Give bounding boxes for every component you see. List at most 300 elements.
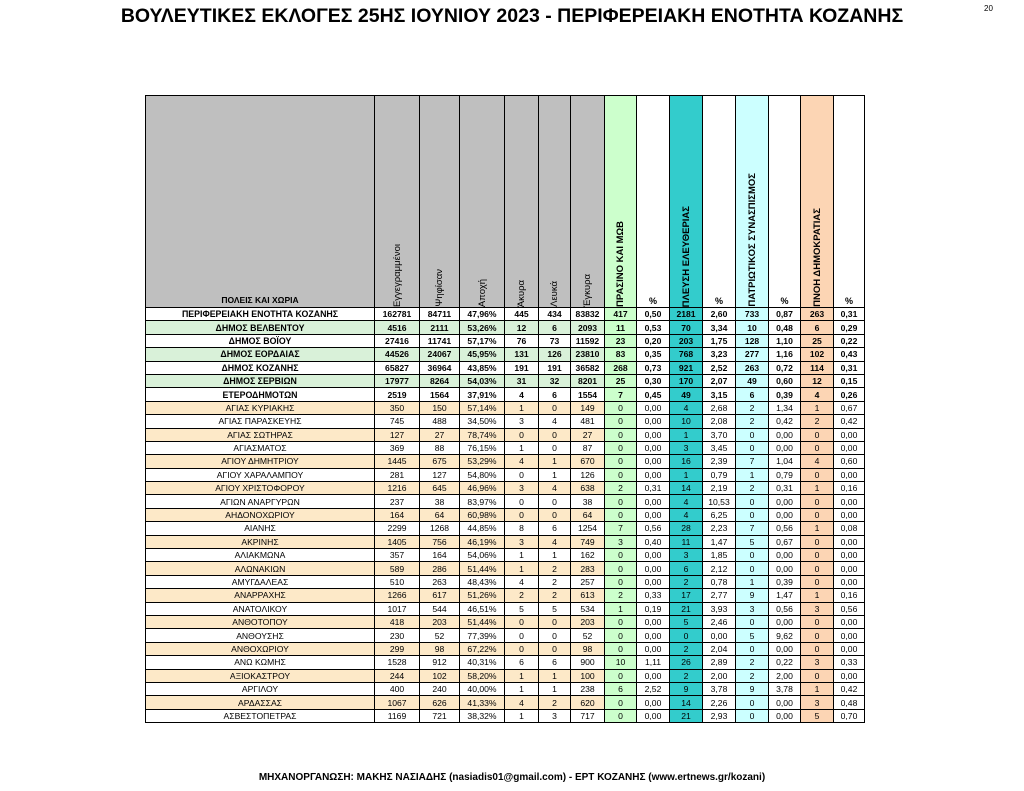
- cell-registered: 65827: [375, 361, 420, 374]
- cell-voted: 645: [420, 482, 460, 495]
- cell-party2-pct: 3,23: [703, 348, 736, 361]
- header-party1-label: ΠΡΑΣΙΝΟ ΚΑΙ ΜΩΒ: [615, 221, 626, 307]
- cell-party4-votes: 0: [801, 615, 834, 628]
- table-row: [146, 361, 865, 374]
- cell-voted: 102: [420, 669, 460, 682]
- cell-blank: 1: [539, 549, 571, 562]
- cell-party2-votes: 14: [670, 696, 703, 709]
- cell-party1-pct: 0,00: [637, 696, 670, 709]
- cell-party4-pct: 0,00: [834, 468, 865, 481]
- cell-invalid: 76: [505, 334, 539, 347]
- cell-voted: 8264: [420, 374, 460, 387]
- cell-abstention: 40,00%: [460, 682, 505, 695]
- cell-party4-pct: 0,29: [834, 321, 865, 334]
- cell-party3-votes: 2: [736, 656, 769, 669]
- cell-valid: 36582: [571, 361, 605, 374]
- cell-party2-votes: 1: [670, 468, 703, 481]
- cell-party1-votes: 7: [605, 388, 637, 401]
- cell-invalid: 6: [505, 656, 539, 669]
- table-row: [146, 669, 865, 682]
- cell-party2-votes: 49: [670, 388, 703, 401]
- cell-registered: 589: [375, 562, 420, 575]
- cell-party1-pct: 0,00: [637, 629, 670, 642]
- cell-party4-pct: 0,00: [834, 508, 865, 521]
- cell-party4-pct: 0,60: [834, 455, 865, 468]
- cell-valid: 620: [571, 696, 605, 709]
- cell-name: ΑΝΘΟΧΩΡΙΟΥ: [146, 642, 375, 655]
- cell-party3-pct: 1,47: [769, 589, 801, 602]
- cell-valid: 481: [571, 415, 605, 428]
- cell-party2-pct: 2,00: [703, 669, 736, 682]
- cell-party3-votes: 1: [736, 468, 769, 481]
- header-party1-pct: %: [637, 96, 670, 308]
- cell-party3-pct: 0,22: [769, 656, 801, 669]
- cell-blank: 0: [539, 428, 571, 441]
- cell-name: ΑΙΑΝΗΣ: [146, 522, 375, 535]
- cell-party4-votes: 0: [801, 495, 834, 508]
- cell-party2-pct: 2,07: [703, 374, 736, 387]
- header-registered-label: Εγγεγραμμένοι: [391, 243, 403, 307]
- cell-valid: 149: [571, 401, 605, 414]
- cell-party3-votes: 1: [736, 575, 769, 588]
- cell-party1-votes: 11: [605, 321, 637, 334]
- cell-registered: 237: [375, 495, 420, 508]
- cell-party3-votes: 0: [736, 562, 769, 575]
- cell-voted: 127: [420, 468, 460, 481]
- cell-invalid: 5: [505, 602, 539, 615]
- cell-invalid: 4: [505, 455, 539, 468]
- cell-valid: 87: [571, 441, 605, 454]
- cell-name: ΔΗΜΟΣ ΚΟΖΑΝΗΣ: [146, 361, 375, 374]
- table-row: [146, 602, 865, 615]
- cell-blank: 191: [539, 361, 571, 374]
- cell-party2-pct: 3,15: [703, 388, 736, 401]
- cell-party3-pct: 0,39: [769, 575, 801, 588]
- cell-party2-votes: 2181: [670, 308, 703, 321]
- cell-party4-votes: 0: [801, 562, 834, 575]
- cell-blank: 1: [539, 468, 571, 481]
- cell-party3-votes: 0: [736, 642, 769, 655]
- cell-blank: 2: [539, 589, 571, 602]
- cell-voted: 11741: [420, 334, 460, 347]
- cell-voted: 98: [420, 642, 460, 655]
- cell-party4-pct: 0,00: [834, 441, 865, 454]
- cell-party1-pct: 0,00: [637, 575, 670, 588]
- cell-party3-votes: 0: [736, 615, 769, 628]
- cell-valid: 238: [571, 682, 605, 695]
- cell-party3-votes: 5: [736, 629, 769, 642]
- cell-party2-votes: 14: [670, 482, 703, 495]
- cell-registered: 230: [375, 629, 420, 642]
- cell-party1-votes: 0: [605, 495, 637, 508]
- cell-registered: 369: [375, 441, 420, 454]
- cell-name: ΑΝΑΤΟΛΙΚΟΥ: [146, 602, 375, 615]
- cell-party2-votes: 768: [670, 348, 703, 361]
- cell-invalid: 0: [505, 508, 539, 521]
- cell-registered: 1528: [375, 656, 420, 669]
- cell-voted: 286: [420, 562, 460, 575]
- header-invalid: [505, 96, 539, 308]
- cell-valid: 613: [571, 589, 605, 602]
- cell-abstention: 54,06%: [460, 549, 505, 562]
- cell-abstention: 83,97%: [460, 495, 505, 508]
- cell-name: ΑΡΓΙΛΟΥ: [146, 682, 375, 695]
- cell-invalid: 1: [505, 682, 539, 695]
- cell-party2-pct: 0,79: [703, 468, 736, 481]
- footer-credit: ΜΗΧΑΝΟΡΓΑΝΩΣΗ: ΜΑΚΗΣ ΝΑΣΙΑΔΗΣ (nasiadis01@gmail.com) - ΕΡΤ ΚΟΖΑΝΗΣ (www.ertnews.gr/kozani): [258, 772, 766, 783]
- cell-name: ΑΝΘΟΤΟΠΟΥ: [146, 615, 375, 628]
- cell-blank: 4: [539, 535, 571, 548]
- cell-party2-votes: 1: [670, 428, 703, 441]
- table-row: [146, 415, 865, 428]
- cell-party1-pct: 0,53: [637, 321, 670, 334]
- cell-name: ΑΗΔΟΝΟΧΩΡΙΟΥ: [146, 508, 375, 521]
- cell-party4-votes: 2: [801, 415, 834, 428]
- cell-party1-pct: 2,52: [637, 682, 670, 695]
- cell-party4-pct: 0,48: [834, 696, 865, 709]
- cell-party2-pct: 1,47: [703, 535, 736, 548]
- cell-party1-votes: 0: [605, 629, 637, 642]
- header-valid-label: Έγκυρα: [582, 273, 593, 307]
- cell-invalid: 1: [505, 401, 539, 414]
- cell-party4-pct: 0,00: [834, 428, 865, 441]
- cell-party4-votes: 4: [801, 455, 834, 468]
- cell-party2-pct: 2,52: [703, 361, 736, 374]
- cell-invalid: 0: [505, 615, 539, 628]
- table-row: [146, 495, 865, 508]
- cell-voted: 203: [420, 615, 460, 628]
- cell-invalid: 4: [505, 696, 539, 709]
- cell-blank: 0: [539, 441, 571, 454]
- table-body: [146, 308, 865, 723]
- cell-party3-votes: 0: [736, 508, 769, 521]
- cell-party2-pct: 2,26: [703, 696, 736, 709]
- cell-party1-votes: 0: [605, 562, 637, 575]
- cell-voted: 544: [420, 602, 460, 615]
- cell-blank: 5: [539, 602, 571, 615]
- cell-party3-votes: 2: [736, 401, 769, 414]
- cell-party2-votes: 3: [670, 441, 703, 454]
- cell-party3-votes: 10: [736, 321, 769, 334]
- cell-party1-pct: 0,00: [637, 455, 670, 468]
- cell-party2-pct: 1,85: [703, 549, 736, 562]
- cell-voted: 912: [420, 656, 460, 669]
- cell-name: ΑΣΒΕΣΤΟΠΕΤΡΑΣ: [146, 709, 375, 722]
- cell-party1-votes: 83: [605, 348, 637, 361]
- table-row: [146, 522, 865, 535]
- cell-party4-pct: 0,00: [834, 575, 865, 588]
- header-party2-pct: %: [703, 96, 736, 308]
- cell-party3-pct: 0,31: [769, 482, 801, 495]
- cell-party2-pct: 2,46: [703, 615, 736, 628]
- cell-abstention: 47,96%: [460, 308, 505, 321]
- cell-party4-votes: 0: [801, 441, 834, 454]
- cell-party1-votes: 0: [605, 615, 637, 628]
- cell-voted: 626: [420, 696, 460, 709]
- header-name: ΠΟΛΕΙΣ ΚΑΙ ΧΩΡΙΑ: [146, 96, 375, 308]
- cell-party3-pct: 0,00: [769, 709, 801, 722]
- cell-voted: 24067: [420, 348, 460, 361]
- cell-invalid: 3: [505, 482, 539, 495]
- cell-registered: 299: [375, 642, 420, 655]
- cell-invalid: 1: [505, 441, 539, 454]
- cell-party4-votes: 0: [801, 629, 834, 642]
- cell-valid: 162: [571, 549, 605, 562]
- cell-party1-pct: 0,00: [637, 642, 670, 655]
- cell-abstention: 46,19%: [460, 535, 505, 548]
- cell-party1-votes: 0: [605, 575, 637, 588]
- cell-party1-votes: 25: [605, 374, 637, 387]
- cell-party2-votes: 5: [670, 615, 703, 628]
- cell-registered: 162781: [375, 308, 420, 321]
- cell-party2-votes: 4: [670, 401, 703, 414]
- cell-valid: 83832: [571, 308, 605, 321]
- table-row: [146, 589, 865, 602]
- table-row: [146, 428, 865, 441]
- cell-party4-pct: 0,08: [834, 522, 865, 535]
- cell-party2-pct: 3,78: [703, 682, 736, 695]
- cell-party2-votes: 4: [670, 508, 703, 521]
- cell-party4-votes: 1: [801, 682, 834, 695]
- cell-party3-votes: 6: [736, 388, 769, 401]
- table-row: [146, 348, 865, 361]
- cell-blank: 3: [539, 709, 571, 722]
- cell-registered: 281: [375, 468, 420, 481]
- cell-invalid: 8: [505, 522, 539, 535]
- cell-party4-pct: 0,33: [834, 656, 865, 669]
- cell-abstention: 46,51%: [460, 602, 505, 615]
- cell-party3-pct: 2,00: [769, 669, 801, 682]
- cell-party3-pct: 0,79: [769, 468, 801, 481]
- cell-valid: 1554: [571, 388, 605, 401]
- cell-party4-votes: 1: [801, 589, 834, 602]
- cell-registered: 1169: [375, 709, 420, 722]
- cell-abstention: 38,32%: [460, 709, 505, 722]
- cell-party4-votes: 0: [801, 428, 834, 441]
- cell-registered: 400: [375, 682, 420, 695]
- table-row: [146, 696, 865, 709]
- header-voted-label: Ψηφίσαν: [434, 269, 445, 307]
- cell-party4-pct: 0,43: [834, 348, 865, 361]
- cell-party4-pct: 0,31: [834, 308, 865, 321]
- cell-blank: 434: [539, 308, 571, 321]
- cell-abstention: 76,15%: [460, 441, 505, 454]
- cell-invalid: 12: [505, 321, 539, 334]
- table-row: [146, 709, 865, 722]
- cell-abstention: 57,14%: [460, 401, 505, 414]
- cell-party3-pct: 0,42: [769, 415, 801, 428]
- cell-party1-votes: 0: [605, 669, 637, 682]
- cell-registered: 164: [375, 508, 420, 521]
- cell-name: ΔΗΜΟΣ ΣΕΡΒΙΩΝ: [146, 374, 375, 387]
- cell-party1-votes: 0: [605, 441, 637, 454]
- cell-party3-pct: 0,00: [769, 441, 801, 454]
- cell-blank: 4: [539, 482, 571, 495]
- page-title: ΒΟΥΛΕΥΤΙΚΕΣ ΕΚΛΟΓΕΣ 25ΗΣ ΙΟΥΝΙΟΥ 2023 - ΠΕΡΙΦΕΡΕΙΑΚΗ ΕΝΟΤΗΤΑ ΚΟΖΑΝΗΣ: [120, 5, 904, 27]
- cell-party1-pct: 0,73: [637, 361, 670, 374]
- cell-invalid: 131: [505, 348, 539, 361]
- table-row: [146, 468, 865, 481]
- cell-name: ΑΓΙΟΥ ΔΗΜΗΤΡΙΟΥ: [146, 455, 375, 468]
- cell-party3-votes: 7: [736, 522, 769, 535]
- cell-blank: 0: [539, 629, 571, 642]
- cell-party3-votes: 7: [736, 455, 769, 468]
- cell-registered: 1445: [375, 455, 420, 468]
- cell-registered: 1266: [375, 589, 420, 602]
- cell-party1-votes: 1: [605, 602, 637, 615]
- cell-valid: 100: [571, 669, 605, 682]
- cell-invalid: 3: [505, 415, 539, 428]
- table-row: [146, 508, 865, 521]
- cell-party2-pct: 1,75: [703, 334, 736, 347]
- cell-party4-votes: 1: [801, 401, 834, 414]
- cell-party3-votes: 5: [736, 535, 769, 548]
- cell-party2-pct: 2,12: [703, 562, 736, 575]
- cell-valid: 2093: [571, 321, 605, 334]
- cell-party1-pct: 0,00: [637, 495, 670, 508]
- cell-name: ΑΝΘΟΥΣΗΣ: [146, 629, 375, 642]
- cell-blank: 6: [539, 656, 571, 669]
- cell-party2-votes: 21: [670, 709, 703, 722]
- cell-registered: 350: [375, 401, 420, 414]
- table-row: [146, 615, 865, 628]
- cell-party1-votes: 0: [605, 709, 637, 722]
- cell-voted: 488: [420, 415, 460, 428]
- table-row: [146, 321, 865, 334]
- header-party4-pct: %: [834, 96, 865, 308]
- cell-voted: 150: [420, 401, 460, 414]
- cell-invalid: 1: [505, 549, 539, 562]
- cell-blank: 0: [539, 508, 571, 521]
- cell-party2-pct: 2,60: [703, 308, 736, 321]
- cell-party2-pct: 2,68: [703, 401, 736, 414]
- cell-blank: 73: [539, 334, 571, 347]
- cell-valid: 64: [571, 508, 605, 521]
- cell-party4-pct: 0,22: [834, 334, 865, 347]
- cell-party1-votes: 3: [605, 535, 637, 548]
- cell-name: ΔΗΜΟΣ ΒΟΪΟΥ: [146, 334, 375, 347]
- cell-party4-pct: 0,42: [834, 415, 865, 428]
- cell-invalid: 4: [505, 388, 539, 401]
- cell-party4-votes: 3: [801, 602, 834, 615]
- cell-party4-votes: 4: [801, 388, 834, 401]
- table-row: [146, 562, 865, 575]
- cell-party3-votes: 0: [736, 495, 769, 508]
- header-party3: [736, 96, 769, 308]
- cell-invalid: 1: [505, 709, 539, 722]
- cell-party2-pct: 2,89: [703, 656, 736, 669]
- table-row: [146, 682, 865, 695]
- cell-name: ΑΛΙΑΚΜΩΝΑ: [146, 549, 375, 562]
- cell-abstention: 34,50%: [460, 415, 505, 428]
- cell-party3-pct: 0,00: [769, 549, 801, 562]
- cell-party2-votes: 10: [670, 415, 703, 428]
- cell-party3-votes: 0: [736, 549, 769, 562]
- cell-voted: 27: [420, 428, 460, 441]
- header-abstention: [460, 96, 505, 308]
- cell-party1-pct: 0,00: [637, 441, 670, 454]
- cell-voted: 64: [420, 508, 460, 521]
- cell-abstention: 53,29%: [460, 455, 505, 468]
- cell-valid: 638: [571, 482, 605, 495]
- cell-registered: 244: [375, 669, 420, 682]
- cell-party3-pct: 0,00: [769, 696, 801, 709]
- cell-abstention: 40,31%: [460, 656, 505, 669]
- cell-abstention: 60,98%: [460, 508, 505, 521]
- cell-registered: 2519: [375, 388, 420, 401]
- header-abstention-label: Αποχή: [476, 278, 488, 307]
- cell-abstention: 46,96%: [460, 482, 505, 495]
- table-row: [146, 629, 865, 642]
- cell-abstention: 44,85%: [460, 522, 505, 535]
- cell-abstention: 41,33%: [460, 696, 505, 709]
- cell-registered: 1067: [375, 696, 420, 709]
- cell-party4-votes: 1: [801, 482, 834, 495]
- table-row: [146, 642, 865, 655]
- cell-invalid: 1: [505, 669, 539, 682]
- cell-registered: 44526: [375, 348, 420, 361]
- cell-party4-pct: 0,26: [834, 388, 865, 401]
- header-party4-label: ΠΝΟΗ ΔΗΜΟΚΡΑΤΙΑΣ: [811, 208, 823, 307]
- cell-party3-pct: 0,56: [769, 522, 801, 535]
- cell-blank: 0: [539, 642, 571, 655]
- cell-party1-votes: 0: [605, 401, 637, 414]
- cell-name: ΑΓΙΟΥ ΧΑΡΑΛΑΜΠΟΥ: [146, 468, 375, 481]
- cell-party3-pct: 0,00: [769, 562, 801, 575]
- cell-party4-votes: 5: [801, 709, 834, 722]
- page-number: 20: [984, 4, 993, 13]
- cell-abstention: 57,17%: [460, 334, 505, 347]
- cell-registered: 1017: [375, 602, 420, 615]
- cell-party3-pct: 0,00: [769, 508, 801, 521]
- cell-voted: 240: [420, 682, 460, 695]
- cell-party3-pct: 3,78: [769, 682, 801, 695]
- table-row: [146, 656, 865, 669]
- table-row: [146, 441, 865, 454]
- cell-party1-pct: 0,20: [637, 334, 670, 347]
- cell-valid: 900: [571, 656, 605, 669]
- cell-party1-pct: 0,00: [637, 709, 670, 722]
- cell-voted: 2111: [420, 321, 460, 334]
- cell-party4-votes: 0: [801, 642, 834, 655]
- cell-party2-votes: 17: [670, 589, 703, 602]
- cell-abstention: 45,95%: [460, 348, 505, 361]
- cell-party3-pct: 1,10: [769, 334, 801, 347]
- cell-blank: 1: [539, 669, 571, 682]
- header-party3-pct: %: [769, 96, 801, 308]
- table-row: [146, 308, 865, 321]
- cell-party3-pct: 9,62: [769, 629, 801, 642]
- cell-name: ΑΓΙΟΥ ΧΡΙΣΤΟΦΟΡΟΥ: [146, 482, 375, 495]
- cell-voted: 756: [420, 535, 460, 548]
- table-header-row: [146, 96, 865, 308]
- cell-party4-pct: 0,67: [834, 401, 865, 414]
- cell-name: ΑΝΑΡΡΑΧΗΣ: [146, 589, 375, 602]
- cell-valid: 717: [571, 709, 605, 722]
- cell-party3-pct: 0,00: [769, 495, 801, 508]
- cell-party1-votes: 23: [605, 334, 637, 347]
- cell-registered: 127: [375, 428, 420, 441]
- cell-blank: 6: [539, 388, 571, 401]
- cell-party1-pct: 0,33: [637, 589, 670, 602]
- cell-party1-pct: 0,00: [637, 669, 670, 682]
- cell-name: ΔΗΜΟΣ ΕΟΡΔΑΙΑΣ: [146, 348, 375, 361]
- table-row: [146, 374, 865, 387]
- cell-party4-votes: 25: [801, 334, 834, 347]
- cell-abstention: 51,26%: [460, 589, 505, 602]
- cell-party1-pct: 0,40: [637, 535, 670, 548]
- cell-party1-votes: 0: [605, 549, 637, 562]
